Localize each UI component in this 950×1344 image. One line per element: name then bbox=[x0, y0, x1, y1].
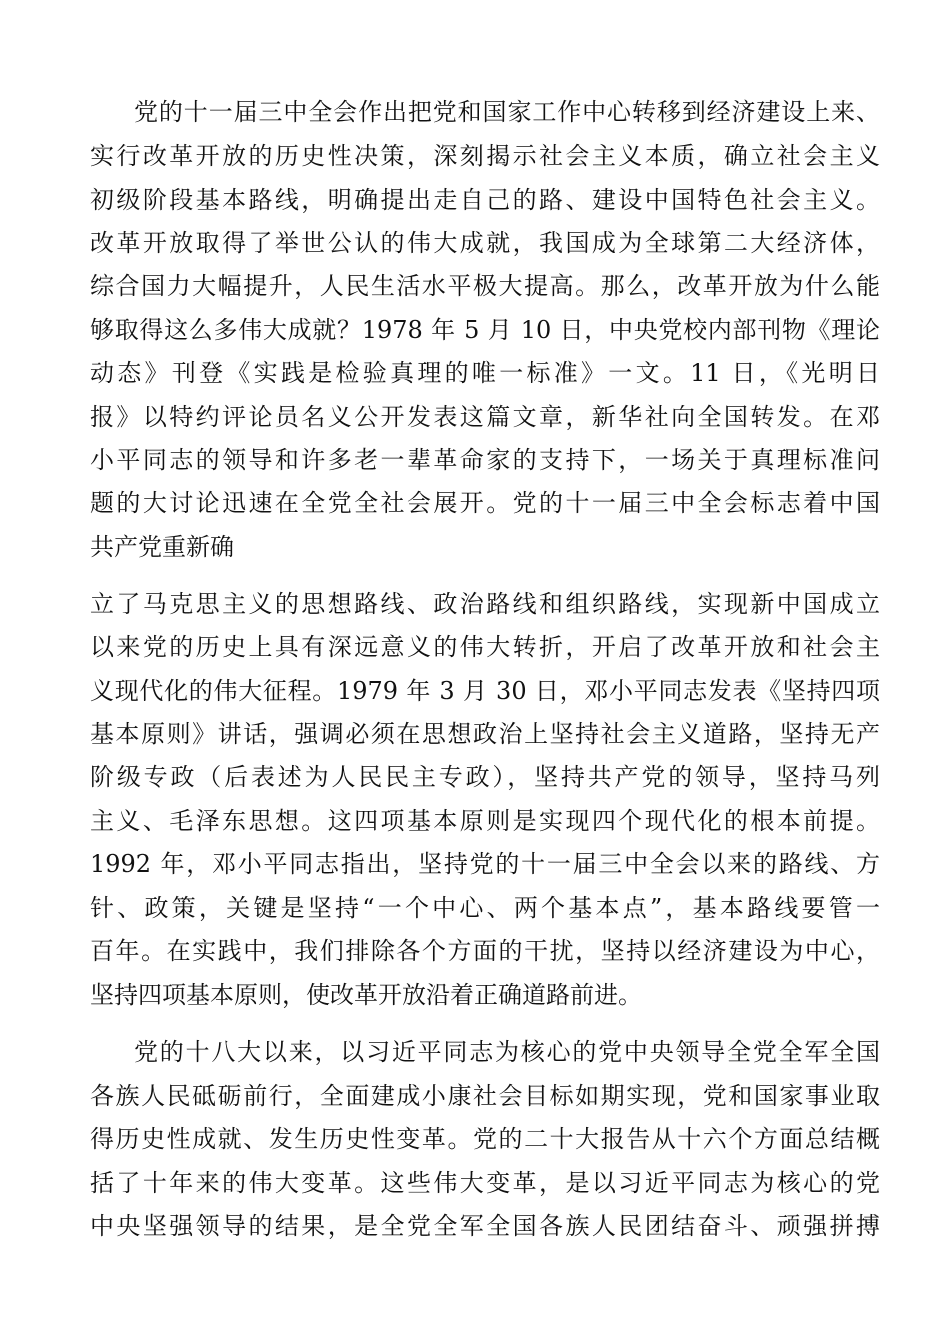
text-line: 百年。在实践中，我们排除各个方面的干扰，坚持以经济建设为中心， bbox=[90, 937, 880, 965]
text-line: 改革开放取得了举世公认的伟大成就，我国成为全球第二大经济体， bbox=[90, 229, 880, 257]
text-line: 坚持四项基本原则，使改革开放沿着正确道路前进。 bbox=[90, 981, 642, 1009]
text-line: 中央坚强领导的结果，是全党全军全国各族人民团结奋斗、顽强拼搏 bbox=[90, 1212, 880, 1240]
text-line: 针、政策，关键是坚持“一个中心、两个基本点”，基本路线要管一 bbox=[90, 894, 880, 922]
text-line: 综合国力大幅提升，人民生活水平极大提高。那么，改革开放为什么能 bbox=[90, 272, 880, 300]
text-line: 动态》刊登《实践是检验真理的唯一标准》一文。11 日，《光明日 bbox=[90, 359, 880, 387]
text-line: 义现代化的伟大征程。1979 年 3 月 30 日，邓小平同志发表《坚持四项 bbox=[90, 677, 880, 705]
text-line: 初级阶段基本路线，明确提出走自己的路、建设中国特色社会主义。 bbox=[90, 186, 880, 214]
text-line: 基本原则》讲话，强调必须在思想政治上坚持社会主义道路，坚持无产 bbox=[90, 720, 880, 748]
text-line: 共产党重新确 bbox=[90, 533, 234, 561]
text-line: 括了十年来的伟大变革。这些伟大变革，是以习近平同志为核心的党 bbox=[90, 1169, 880, 1197]
text-line: 党的十一届三中全会作出把党和国家工作中心转移到经济建设上来、 bbox=[134, 98, 880, 126]
text-line: 实行改革开放的历史性决策，深刻揭示社会主义本质，确立社会主义 bbox=[90, 142, 880, 170]
text-line: 小平同志的领导和许多老一辈革命家的支持下，一场关于真理标准问 bbox=[90, 446, 880, 474]
text-line: 立了马克思主义的思想路线、政治路线和组织路线，实现新中国成立 bbox=[90, 590, 880, 618]
text-line: 得历史性成就、发生历史性变革。党的二十大报告从十六个方面总结概 bbox=[90, 1125, 880, 1153]
text-line: 1992 年，邓小平同志指出，坚持党的十一届三中全会以来的路线、方 bbox=[90, 850, 880, 878]
text-line: 各族人民砥砺前行，全面建成小康社会目标如期实现，党和国家事业取 bbox=[90, 1082, 880, 1110]
text-line: 报》以特约评论员名义公开发表这篇文章，新华社向全国转发。在邓 bbox=[90, 403, 880, 431]
text-line: 主义、毛泽东思想。这四项基本原则是实现四个现代化的根本前提。 bbox=[90, 807, 880, 835]
text-line: 题的大讨论迅速在全党全社会展开。党的十一届三中全会标志着中国 bbox=[90, 489, 880, 517]
text-line: 阶级专政（后表述为人民民主专政），坚持共产党的领导，坚持马列 bbox=[90, 763, 880, 791]
text-line: 够取得这么多伟大成就？1978 年 5 月 10 日，中央党校内部刊物《理论 bbox=[90, 316, 880, 344]
text-line: 党的十八大以来，以习近平同志为核心的党中央领导全党全军全国 bbox=[134, 1038, 880, 1066]
text-line: 以来党的历史上具有深远意义的伟大转折，开启了改革开放和社会主 bbox=[90, 633, 880, 661]
